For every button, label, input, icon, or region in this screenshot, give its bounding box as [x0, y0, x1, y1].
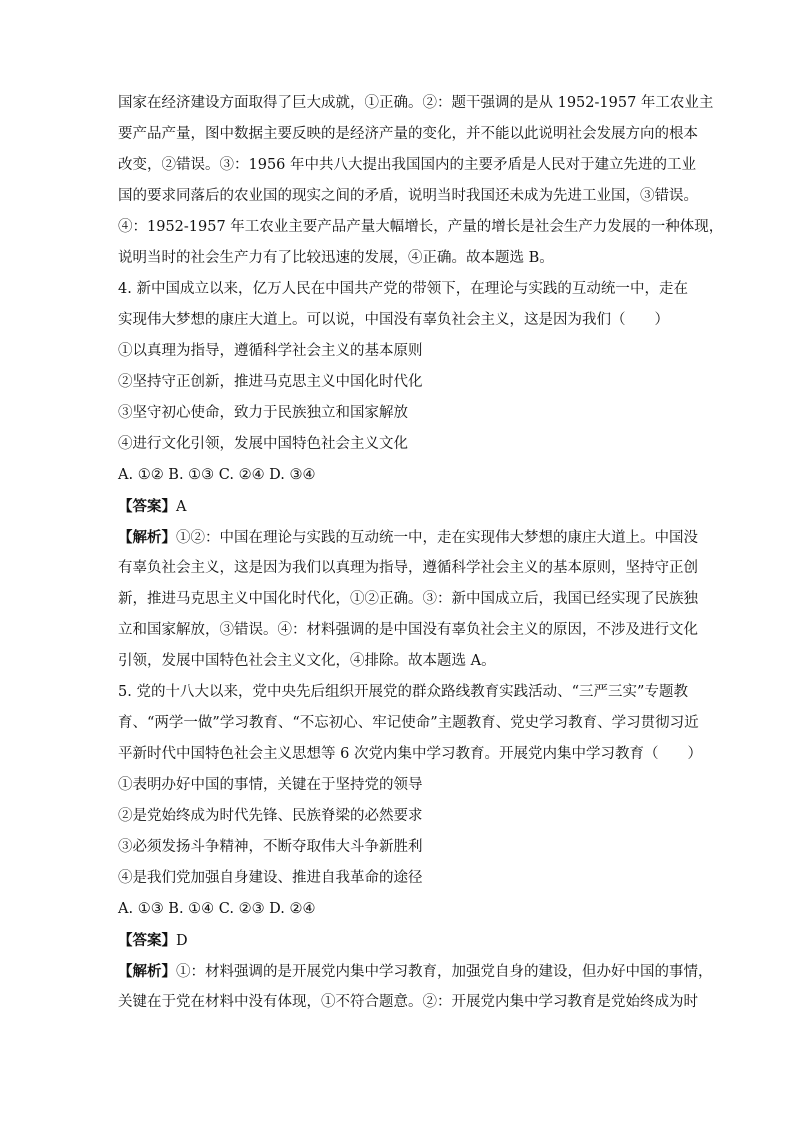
text-line [118, 522, 698, 553]
text-line-content: 关键在于党在材料中没有体现，①不符合题意。②：开展党内集中学习教育是党始终成为时 [118, 994, 698, 1010]
text-line [118, 863, 688, 894]
text-line-content: A. ①② B. ①③ C. ②④ D. ③④ [118, 467, 316, 483]
text-line-content: ③必须发扬斗争精神，不断夺取伟大斗争新胜利 [118, 839, 423, 855]
text-line [118, 894, 688, 925]
text-line-content: 有辜负社会主义，这是因为我们以真理为指导，遵循科学社会主义的基本原则，坚持守正创 [118, 560, 698, 576]
text-line [118, 739, 702, 770]
text-line [118, 305, 688, 336]
text-line-content: 国的要求同落后的农业国的现实之间的矛盾，说明当时我国还未成为先进工业国，③错误。 [118, 188, 698, 204]
line-rest: A [176, 499, 187, 515]
text-line-content: 4. 新中国成立以来，亿万人民在中国共产党的带领下，在理论与实践的互动统一中，走在 [118, 281, 688, 297]
text-line [118, 119, 698, 150]
text-line-content: 育、“两学一做”学习教育、“不忘初心、牢记使命”主题教育、党史学习教育、学习贯彻习近 [118, 715, 699, 731]
text-line [118, 708, 699, 739]
text-line-content [118, 491, 688, 523]
text-line-content: 要产品产量，图中数据主要反映的是经济产量的变化，并不能以此说明社会发展方向的根本 [118, 126, 698, 142]
text-line [118, 677, 688, 708]
text-line [118, 615, 698, 646]
text-line [118, 460, 688, 491]
text-line [118, 367, 688, 398]
text-line [118, 429, 688, 460]
line-rest: ①：材料强调的是开展党内集中学习教育，加强党自身的建设，但办好中国的事情， [176, 964, 713, 980]
text-line [118, 925, 688, 956]
text-line-content: ③坚守初心使命，致力于民族独立和国家解放 [118, 405, 408, 421]
text-line-content: 立和国家解放，③错误。④：材料强调的是中国没有辜负社会主义的原因，不涉及进行文化 [118, 622, 698, 638]
text-line-content: ④进行文化引领，发展中国特色社会主义文化 [118, 436, 408, 452]
text-line [118, 243, 688, 274]
text-line-content: 改变，②错误。③：1956 年中共八大提出我国国内的主要矛盾是人民对于建立先进的工业 [118, 157, 697, 173]
text-line-content: 实现伟大梦想的康庄大道上。可以说，中国没有辜负社会主义，这是因为我们（ ） [118, 312, 669, 328]
text-line [118, 553, 698, 584]
text-line [118, 150, 697, 181]
text-line-content: 平新时代中国特色社会主义思想等 6 次党内集中学习教育。开展党内集中学习教育（ ） [118, 746, 702, 762]
text-line [118, 770, 688, 801]
text-line-content: 新，推进马克思主义中国化时代化，①②正确。③：新中国成立后，我国已经实现了民族独 [118, 591, 698, 607]
text-line-content: 说明当时的社会生产力有了比较迅速的发展，④正确。故本题选 B。 [118, 250, 554, 266]
section-label: 【解析】 [118, 529, 176, 546]
text-line [118, 212, 724, 243]
text-line [118, 801, 688, 832]
text-line-content: 引领，发展中国特色社会主义文化，④排除。故本题选 A。 [118, 653, 496, 669]
text-line [118, 646, 688, 677]
text-line-content: ④：1952-1957 年工农业主要产品产量大幅增长，产量的增长是社会生产力发展的一种体现， [118, 219, 724, 235]
line-rest: ①②：中国在理论与实践的互动统一中，走在实现伟大梦想的康庄大道上。中国没 [176, 530, 698, 546]
section-label: 【解析】 [118, 963, 176, 980]
text-line [118, 832, 688, 863]
text-line [118, 956, 713, 987]
text-line [118, 584, 698, 615]
text-line-content [118, 522, 698, 554]
text-line-content [118, 925, 688, 957]
text-line-content: ②是党始终成为时代先锋、民族脊梁的必然要求 [118, 808, 423, 824]
document-body [118, 88, 724, 1018]
text-line [118, 181, 698, 212]
text-line-content: 5. 党的十八大以来，党中央先后组织开展党的群众路线教育实践活动、“三严三实”专题教 [118, 684, 688, 700]
text-line [118, 398, 688, 429]
text-line-content: 国家在经济建设方面取得了巨大成就，①正确。②：题干强调的是从 1952-1957 年工农业主 [118, 95, 714, 111]
section-label: 【答案】 [118, 932, 176, 949]
text-line [118, 274, 688, 305]
section-label: 【答案】 [118, 498, 176, 515]
text-line-content [118, 956, 713, 988]
text-line-content: ①表明办好中国的事情，关键在于坚持党的领导 [118, 777, 423, 793]
text-line [118, 88, 714, 119]
text-line-content: ①以真理为指导，遵循科学社会主义的基本原则 [118, 343, 423, 359]
line-rest: D [176, 933, 188, 949]
text-line-content: ④是我们党加强自身建设、推进自我革命的途径 [118, 870, 423, 886]
text-line [118, 987, 698, 1018]
text-line [118, 491, 688, 522]
text-line [118, 336, 688, 367]
text-line-content: A. ①③ B. ①④ C. ②③ D. ②④ [118, 901, 316, 917]
text-line-content: ②坚持守正创新，推进马克思主义中国化时代化 [118, 374, 423, 390]
